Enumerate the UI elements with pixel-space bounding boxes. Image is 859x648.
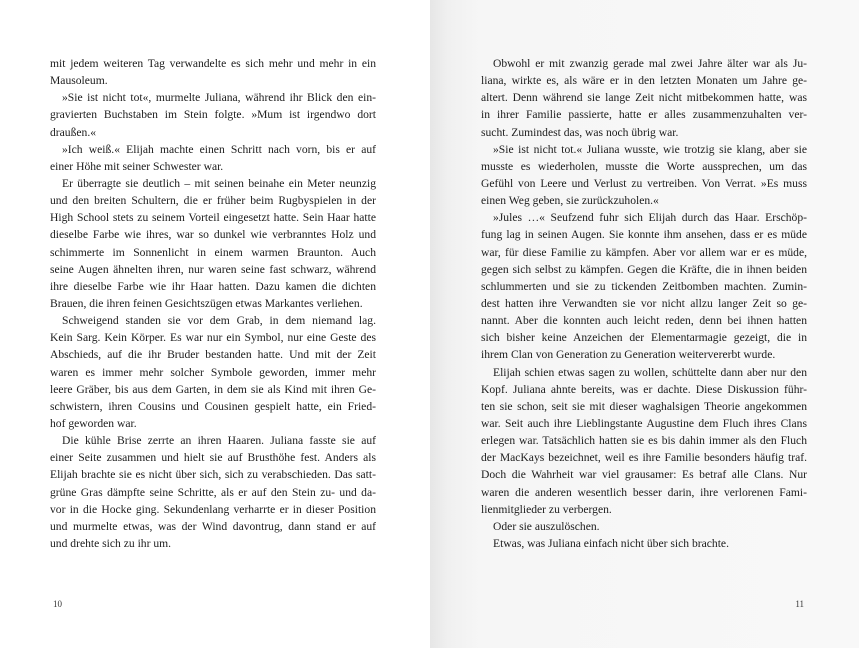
text-line: dieselbe Farbe wie ihres, war so dunkel wie verbranntes Holz und (50, 228, 376, 242)
text-line: grüne Gras dämpfte seine Schritte, als er auf den Stein zu- und da- (50, 485, 376, 499)
text-line: war. Seit auch ihre Lieblingstante Augustine dem Fluch ihres Clans (481, 416, 807, 430)
text-line: der MacKays bezeichnet, weil es ihre Familie besonders häufig traf. (481, 451, 807, 465)
text-line: liana, wirkte es, als wäre er in den letzten Monaten um Jahre ge- (481, 74, 807, 88)
text-line: fung lag in seinen Augen. Sie konnte ihm ansehen, dass er es müde (481, 228, 807, 242)
text-line: nannt. Aber die konnten auch leicht reden, denn bei ihnen hatten (481, 314, 807, 328)
text-line: »Sie ist nicht tot«, murmelte Juliana, während ihr Blick den ein- (62, 91, 376, 105)
text-line: Schweigend standen sie vor dem Grab, in dem niemand lag. (62, 314, 376, 328)
text-line: schimmerte im Sonnenlicht in einem warmen Braunton. Auch (50, 245, 376, 259)
text-line: altert. Denn während sie lange Zeit nicht mitbekommen hatte, was (481, 91, 807, 105)
text-line: gravierten Buchstaben im Stein folgte. »Mum ist irgendwo dort (50, 108, 376, 122)
text-line: schwistern, ihren Cousins und Cousinen gespielt hatte, ein Fried- (50, 399, 376, 413)
text-line: in ihrer Familie passierte, hatte er alles zusammenzuhalten ver- (481, 108, 807, 122)
text-line: und murmelte etwas, was der Wind davontrug, dann stand er auf (50, 519, 376, 533)
right-page-number: 11 (795, 599, 804, 609)
text-line: schlummerten und sie zu tickenden Zeitbomben machten. Zumin- (481, 279, 807, 293)
text-line: hof geworden war. (50, 416, 137, 430)
text-line: Obwohl er mit zwanzig gerade mal zwei Jahre älter war als Ju- (493, 57, 807, 70)
text-line: Doch die Wahrheit war viel grausamer: Es betraf alle Clans. Nur (481, 468, 807, 482)
text-line: einer Höhe mit seiner Schwester war. (50, 159, 224, 173)
text-line: »Jules …« Seufzend fuhr sich Elijah durch das Haar. Erschöp- (493, 211, 807, 225)
left-page-text (50, 55, 376, 552)
text-line: mit jedem weiteren Tag verwandelte es sich mehr und mehr in ein (50, 57, 376, 70)
text-line: ten sie schon, seit sie mit dieser waghalsigen Theorie angekommen (481, 399, 807, 413)
right-page (430, 0, 859, 648)
text-line: und den breiten Schultern, die er früher beim Rugbyspielen in der (50, 194, 376, 208)
text-line: Mausoleum. (50, 74, 108, 88)
text-line: draußen.« (50, 125, 97, 139)
text-line: sich bisher keine Anzeichen der Elementarmagie gezeigt, die in (481, 331, 807, 345)
text-line: einer Seite zusammen und hielt sie auf Brusthöhe fest. Anders als (50, 451, 376, 465)
text-line: erlegen war. Tatsächlich hatten sie es bis dahin immer als den Fluch (481, 434, 807, 448)
text-line: gegen sich selbst zu kämpfen. Gegen die Kräfte, die in ihnen beiden (481, 262, 807, 276)
text-line: Brauen, die ihren feinen Gesichtszügen etwas Markantes verliehen. (50, 296, 363, 310)
text-line: dest hatten ihre Verwandten sie vor nicht allzu langer Zeit so ge- (481, 296, 807, 310)
text-line: vor in die Hocke ging. Sekundenlang verharrte er in dieser Position (50, 502, 376, 516)
text-line: Elijah brachte sie es nicht über sich, sich zu verabschieden. Das satt- (50, 468, 376, 482)
left-page-number: 10 (53, 599, 62, 609)
text-line: einen Weg geben, sie zurückzuholen.« (481, 194, 659, 208)
text-line: Abschieds, auf die ihr Bruder bestanden hatte. Und mit der Zeit (50, 348, 376, 362)
text-line: ihre dieselbe Farbe wie ihr Haar hatten. Dazu kamen die dichten (50, 279, 376, 293)
text-line: High School stets zu seinem Vorteil eingesetzt hatte. Sein Haar hatte (50, 211, 376, 225)
text-line: Die kühle Brise zerrte an ihren Haaren. Juliana fasste sie auf (62, 434, 376, 448)
text-line: sucht. Zumindest das, was noch übrig war. (481, 125, 679, 139)
text-line: Gefühl von Leere und Verlust zu vertreiben. Von Verrat. »Es muss (481, 176, 807, 190)
text-line: Kein Sarg. Kein Körper. Es war nur ein Symbol, nur eine Geste des (50, 331, 376, 345)
right-page-text (481, 55, 807, 552)
text-line: und drehte sich zu ihr um. (50, 536, 172, 550)
text-line: leere Gräber, bis aus dem Garten, in dem sie als Kind mit ihren Ge- (50, 382, 376, 396)
text-line: Kopf. Juliana ahnte bereits, was er dachte. Diese Diskussion führ- (481, 382, 807, 396)
text-line: Etwas, was Juliana einfach nicht über sich brachte. (493, 536, 729, 550)
text-line: war, für diese Familie zu kämpfen. Aber vor allem war er es müde, (481, 245, 807, 259)
text-line: Er überragte sie deutlich – mit seinen beinahe ein Meter neunzig (62, 176, 376, 190)
text-line: waren es immer mehr solcher Symbole geworden, immer mehr (50, 365, 376, 379)
text-line: ihrem Clan von Generation zu Generation weitervererbt wurde. (481, 348, 776, 362)
text-line: waren die anderen wesentlich besser darin, ihre verlorenen Fami- (481, 485, 807, 499)
text-line: »Sie ist nicht tot.« Juliana wusste, wie trotzig sie klang, aber sie (493, 142, 807, 156)
text-line: musste es wiederholen, musste die Worte aussprechen, um das (481, 159, 807, 173)
text-line: Elijah schien etwas sagen zu wollen, schüttelte dann aber nur den (493, 365, 807, 379)
text-line: seine Augen ähnelten ihren, nur waren seine fast schwarz, während (50, 262, 376, 276)
text-line: lienmitglieder zu verbergen. (481, 502, 612, 516)
text-line: Oder sie auszulöschen. (493, 519, 600, 533)
text-line: »Ich weiß.« Elijah machte einen Schritt nach vorn, bis er auf (62, 142, 376, 156)
